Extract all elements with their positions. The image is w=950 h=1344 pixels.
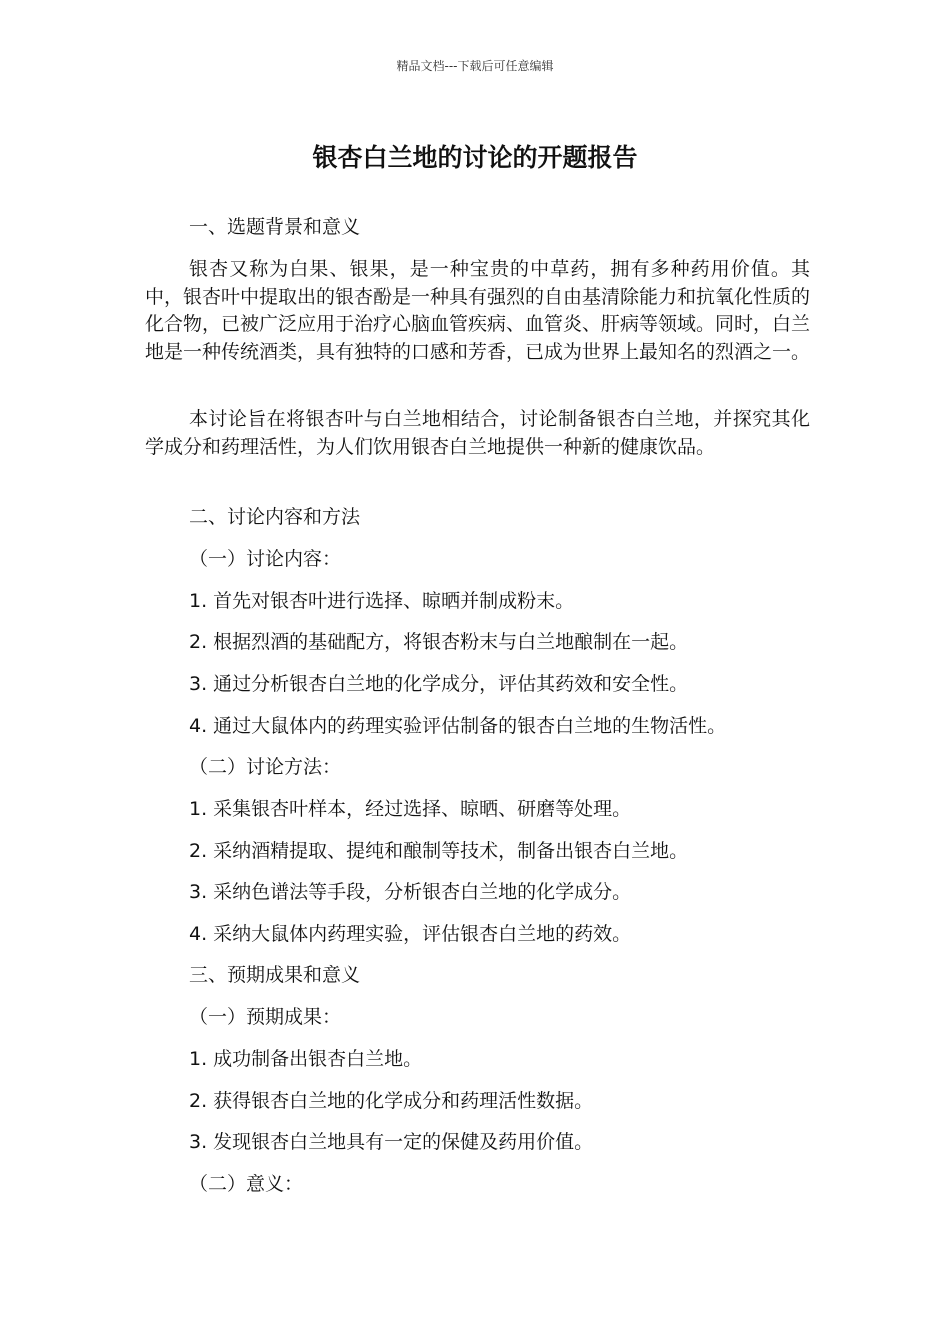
list-item: 1. 采集银杏叶样本，经过选择、晾晒、研磨等处理。 bbox=[189, 798, 632, 820]
section-1-paragraph-1: 银杏又称为白果、银果，是一种宝贵的中草药，拥有多种药用价值。其中，银杏叶中提取出的银杏酚是一种具有强烈的自由基清除能力和抗氧化性质的化合物，已被广泛应用于治疗心脑血管疾病、血管炎、肝病等领域。同时，白兰地是一种传统酒类，具有独特的口感和芳香，已成为世界上最知名的烈酒之一。 bbox=[145, 258, 811, 363]
section-3-sub-1-heading: （一）预期成果： bbox=[189, 1006, 342, 1028]
list-item: 4. 通过大鼠体内的药理实验评估制备的银杏白兰地的生物活性。 bbox=[189, 715, 727, 737]
page-header-note: 精品文档---下载后可任意编辑 bbox=[396, 59, 554, 73]
list-item: 3. 采纳色谱法等手段，分析银杏白兰地的化学成分。 bbox=[189, 881, 632, 903]
list-item: 4. 采纳大鼠体内药理实验，评估银杏白兰地的药效。 bbox=[189, 923, 632, 945]
list-item: 2. 获得银杏白兰地的化学成分和药理活性数据。 bbox=[189, 1090, 594, 1112]
section-2-sub-1-heading: （一）讨论内容： bbox=[189, 548, 342, 570]
document-title: 银杏白兰地的讨论的开题报告 bbox=[312, 143, 638, 172]
section-2-sub-2-heading: （二）讨论方法： bbox=[189, 756, 342, 778]
list-item: 1. 首先对银杏叶进行选择、晾晒并制成粉末。 bbox=[189, 590, 575, 612]
list-item: 3. 通过分析银杏白兰地的化学成分，评估其药效和安全性。 bbox=[189, 673, 689, 695]
section-3-sub-2-heading: （二）意义： bbox=[189, 1173, 304, 1195]
list-item: 2. 采纳酒精提取、提纯和酿制等技术，制备出银杏白兰地。 bbox=[189, 840, 689, 862]
section-2-heading: 二、讨论内容和方法 bbox=[189, 506, 361, 528]
section-1-heading: 一、选题背景和意义 bbox=[189, 216, 361, 238]
list-item: 1. 成功制备出银杏白兰地。 bbox=[189, 1048, 423, 1070]
section-1-paragraph-2: 本讨论旨在将银杏叶与白兰地相结合，讨论制备银杏白兰地，并探究其化学成分和药理活性，为人们饮用银杏白兰地提供一种新的健康饮品。 bbox=[145, 408, 810, 458]
list-item: 3. 发现银杏白兰地具有一定的保健及药用价值。 bbox=[189, 1131, 594, 1153]
list-item: 2. 根据烈酒的基础配方，将银杏粉末与白兰地酿制在一起。 bbox=[189, 631, 689, 653]
section-3-heading: 三、预期成果和意义 bbox=[189, 964, 361, 986]
